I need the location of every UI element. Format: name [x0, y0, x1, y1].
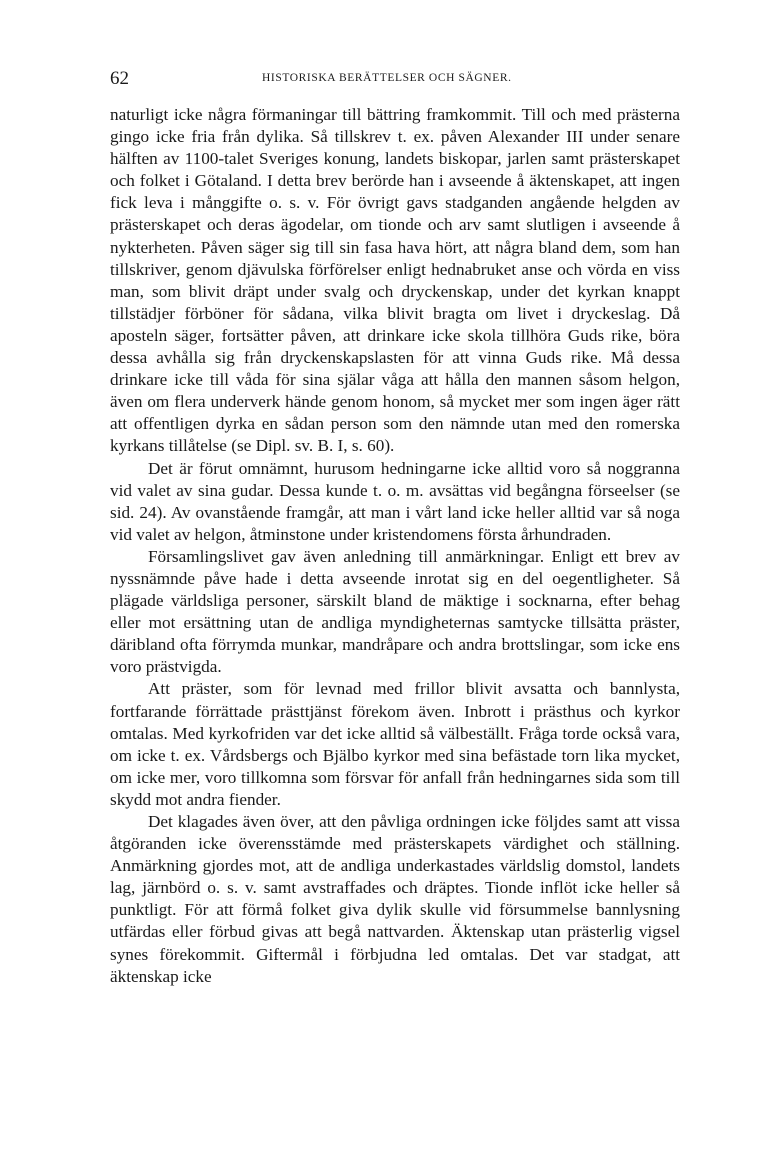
page-number: 62	[110, 68, 129, 89]
running-header	[110, 68, 680, 90]
paragraph: Det är förut omnämnt, hurusom hedningarne icke alltid voro så noggranna vid valet av sina gudar. Dessa kunde t. o. m. avsättas vid begångna förseelser (se sid. 24). Av ovanstående framgår, att man i vårt land icke heller alltid var så noga vid valet av helgon, åtminstone under kristendomens första århundraden.	[110, 458, 680, 544]
paragraph-continuation: naturligt icke några förmaningar till bättring framkommit. Till och med prästerna gingo icke fria från dylika. Så tillskrev t. ex. påven Alexander III under senare hälften av 1100-talet Sveriges konung, landets biskopar, jarlen samt prästerskapet och folket i Götaland. I detta brev berörde han i avseende å äktenskapet, att ingen fick leva i månggifte o. s. v. För övrigt gavs stadganden angående helgden av prästerskapet och deras ägodelar, om tionde och arv samt slutligen i avseende å nykterheten. Påven säger sig till sin fasa hava hört, att några bland dem, som han tillskriver, genom djävulska förförelser enligt hednabruket anse och vörda en viss man, som blivit dräpt under svalg och dryckenskap, under det kyrkan knappt tillstädjer förböner för sådana, vilka blivit bragta om livet i dryckeslag. Då aposteln säger, fortsätter påven, att drinkare icke skola tillhöra Guds rike, böra dessa avhålla sig från dryckenskapslasten för att vinna Guds rike. Må dessa drinkare icke till våda för sina själar våga att hålla den mannen såsom helgon, även om flera underverk hände genom honom, så mycket mer som ingen äger rätt att offentligen dyrka en sådan person som den nämnde utan med den romerska kyrkans tillåtelse (se Dipl. sv. B. I, s. 60).	[110, 105, 680, 456]
paragraph: Att präster, som för levnad med frillor blivit avsatta och bannlysta, fortfarande förrättade prästtjänst förekom även. Inbrott i prästhus och kyrkor omtalas. Med kyrkofriden var det icke alltid så välbeställt. Fråga torde också vara, om icke t. ex. Vårdsbergs och Bjälbo kyrkor med sina befästade torn lika mycket, om icke mer, voro tillkomna som försvar för anfall från hedningarnes sida som till skydd mot andra fiender.	[110, 679, 680, 809]
body-text	[110, 104, 680, 988]
book-page	[110, 68, 680, 988]
running-title: HISTORISKA BERÄTTELSER OCH SÄGNER.	[262, 72, 512, 84]
paragraph: Församlingslivet gav även anledning till anmärkningar. Enligt ett brev av nyssnämnde påve hade i detta avseende inrotat sig en del oegentligheter. Så plägade världsliga personer, särskilt bland de mäktige i socknarna, efter behag eller mot ersättning utan de andliga myndigheternas samtycke tillsätta präster, däribland ofta förrymda munkar, mandråpare och andra brottslingar, som icke ens voro prästvigda.	[110, 546, 680, 677]
paragraph: Det klagades även över, att den påvliga ordningen icke följdes samt att vissa åtgöranden icke överensstämde med prästerskapets värdighet och ställning. Anmärkning gjordes mot, att de andliga underkastades världslig domstol, landets lag, järnbörd o. s. v. samt avstraffades och dräptes. Tionde inflöt icke heller så punktligt. För att förmå folket giva dylik skulle vid försummelse bannlysning utfärdas eller förbud givas att begå nattvarden. Äktenskap utan prästerlig vigsel synes förekommit. Giftermål i förbjudna led omtalas. Det var stadgat, att äktenskap icke	[110, 812, 680, 986]
